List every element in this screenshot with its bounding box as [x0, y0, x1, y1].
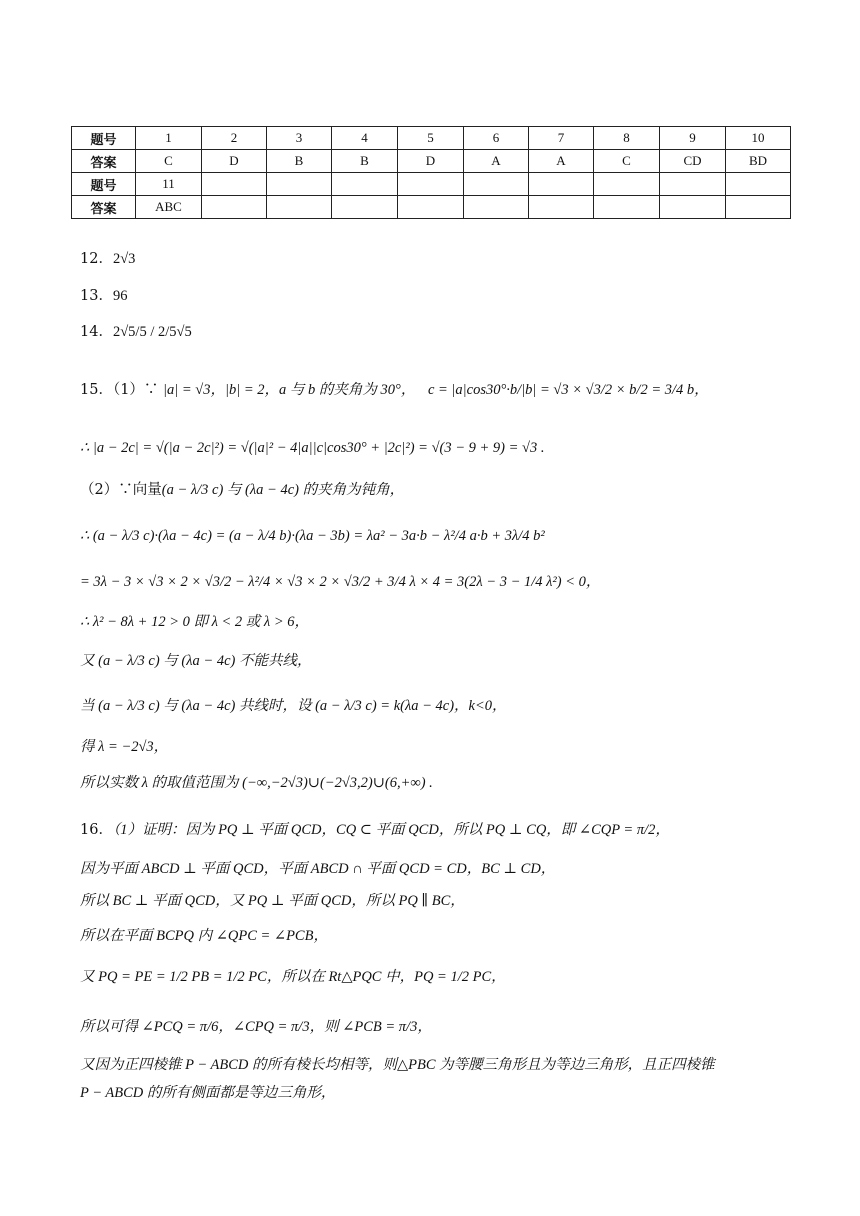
q15-line-8 [80, 696, 507, 716]
q16-line-5 [80, 967, 506, 987]
q15-line-4 [80, 526, 545, 546]
table-row [72, 127, 791, 150]
table-row [72, 196, 791, 219]
table-cell: 3 [267, 127, 332, 150]
row-header: 题号 [72, 127, 136, 150]
q16-proof-3: 所以 BC ⊥ 平面 QCD，又 PQ ⊥ 平面 QCD，所以 PQ ∥ BC， [80, 893, 465, 909]
answer-table [71, 126, 791, 219]
q16-proof-6: 所以可得 ∠PCQ = π/6，∠CPQ = π/3，则 ∠PCB = π/3， [80, 1019, 432, 1035]
table-cell [529, 173, 594, 196]
table-cell: 9 [660, 127, 726, 150]
table-cell [529, 196, 594, 219]
q16-proof-4: 所以在平面 BCPQ 内 ∠QPC = ∠PCB， [80, 928, 328, 944]
q14-line [80, 322, 192, 342]
q15-given: |a| = √3，|b| = 2，a 与 b 的夹角为 30°， [163, 382, 416, 398]
q15-p2-intro: （2）∵向量 [80, 482, 162, 498]
table-cell: D [202, 150, 267, 173]
q15-line-1 [80, 380, 709, 400]
table-cell: 8 [594, 127, 660, 150]
table-cell [464, 173, 529, 196]
table-cell: B [267, 150, 332, 173]
table-cell: C [136, 150, 202, 173]
q15-label: 15． [80, 382, 113, 398]
table-cell [398, 173, 464, 196]
q15-line-10 [80, 773, 433, 793]
q15-dot-product: ∴ (a − λ/3 c)·(λa − 4c) = (a − λ/4 b)·(λa − 3b) = λa² − 3a·b − λ²/4 a·b + 3λ/4 b² [80, 528, 545, 544]
q16-proof-1: （1）证明：因为 PQ ⊥ 平面 QCD，CQ ⊂ 平面 QCD，所以 PQ ⊥ CQ，即 ∠CQP = π/2， [112, 822, 670, 838]
table-cell [726, 196, 791, 219]
q15-p2-text: (a − λ/3 c) 与 (λa − 4c) 的夹角为钝角， [161, 482, 405, 498]
table-cell: 7 [529, 127, 594, 150]
q12-answer: 2√3 [112, 251, 136, 267]
q15-p1-intro: （1）∵ [112, 382, 159, 398]
q15-line-5 [80, 572, 600, 592]
q15-expand: = 3λ − 3 × √3 × 2 × √3/2 − λ²/4 × √3 × 2 × √3/2 + 3/4 λ × 4 = 3(2λ − 3 − 1/4 λ²) < 0， [80, 574, 601, 590]
table-cell [594, 173, 660, 196]
table-cell [464, 196, 529, 219]
table-cell: A [464, 150, 529, 173]
table-cell [202, 173, 267, 196]
table-cell: ABC [136, 196, 202, 219]
table-cell: BD [726, 150, 791, 173]
q13-label: 13． [80, 288, 113, 304]
table-cell [332, 196, 398, 219]
q16-line-3 [80, 891, 465, 911]
table-cell [660, 196, 726, 219]
table-cell: A [529, 150, 594, 173]
table-cell: CD [660, 150, 726, 173]
q12-line [80, 249, 135, 269]
table-cell [267, 196, 332, 219]
table-row [72, 173, 791, 196]
q16-line-4 [80, 926, 328, 946]
table-cell: 5 [398, 127, 464, 150]
q13-line [80, 286, 127, 306]
q15-magnitude-calc: ∴ |a − 2c| = √(|a − 2c|²) = √(|a|² − 4|a||c|cos30° + |2c|²) = √(3 − 9 + 9) = √3 . [80, 440, 545, 456]
q16-line-6 [80, 1017, 432, 1037]
table-cell: C [594, 150, 660, 173]
q14-answer: 2√5/5 / 2/5√5 [112, 324, 192, 340]
q16-line-7 [80, 1055, 715, 1075]
q15-range: 所以实数 λ 的取值范围为 (−∞,−2√3)∪(−2√3,2)∪(6,+∞) . [80, 775, 433, 791]
table-cell [398, 196, 464, 219]
table-cell: 2 [202, 127, 267, 150]
table-cell [267, 173, 332, 196]
q15-line-2 [80, 438, 545, 458]
q16-proof-5: 又 PQ = PE = 1/2 PB = 1/2 PC，所以在 Rt△PQC 中，PQ = 1/2 PC， [80, 969, 506, 985]
q15-collinear-case: 当 (a − λ/3 c) 与 (λa − 4c) 共线时，设 (a − λ/3 c) = k(λa − 4c)，k<0， [80, 698, 507, 714]
table-cell: 6 [464, 127, 529, 150]
q16-line-2 [80, 859, 555, 879]
table-cell: 10 [726, 127, 791, 150]
q16-proof-2: 因为平面 ABCD ⊥ 平面 QCD，平面 ABCD ∩ 平面 QCD = CD，BC ⊥ CD， [80, 861, 556, 877]
q15-not-collinear: 又 (a − λ/3 c) 与 (λa − 4c) 不能共线， [80, 653, 312, 669]
q14-label: 14． [80, 324, 113, 340]
row-header: 答案 [72, 196, 136, 219]
q12-label: 12． [80, 251, 113, 267]
q16-label: 16． [80, 822, 113, 838]
q15-line-3 [80, 480, 404, 500]
table-cell: 4 [332, 127, 398, 150]
q15-line-7 [80, 651, 311, 671]
q15-lambda-value: 得 λ = −2√3， [80, 739, 169, 755]
table-cell: 11 [136, 173, 202, 196]
q15-c-formula: c = |a|cos30°·b/|b| = √3 × √3/2 × b/2 = 3/4 b， [427, 382, 709, 398]
table-cell: D [398, 150, 464, 173]
table-cell [594, 196, 660, 219]
q16-line-1 [80, 820, 670, 840]
table-cell [726, 173, 791, 196]
q16-proof-7: 又因为正四棱锥 P − ABCD 的所有棱长均相等，则△PBC 为等腰三角形且为等边三角形，且正四棱锥 [80, 1057, 715, 1073]
table-cell [332, 173, 398, 196]
table-cell [202, 196, 267, 219]
table-row [72, 150, 791, 173]
q13-answer: 96 [112, 288, 128, 304]
q15-inequality: ∴ λ² − 8λ + 12 > 0 即 λ < 2 或 λ > 6， [80, 614, 309, 630]
row-header: 题号 [72, 173, 136, 196]
table-cell [660, 173, 726, 196]
row-header: 答案 [72, 150, 136, 173]
table-cell: B [332, 150, 398, 173]
q16-line-8 [80, 1083, 335, 1103]
table-cell: 1 [136, 127, 202, 150]
q16-proof-8: P − ABCD 的所有侧面都是等边三角形， [80, 1085, 336, 1101]
q15-line-9 [80, 737, 168, 757]
q15-line-6 [80, 612, 309, 632]
